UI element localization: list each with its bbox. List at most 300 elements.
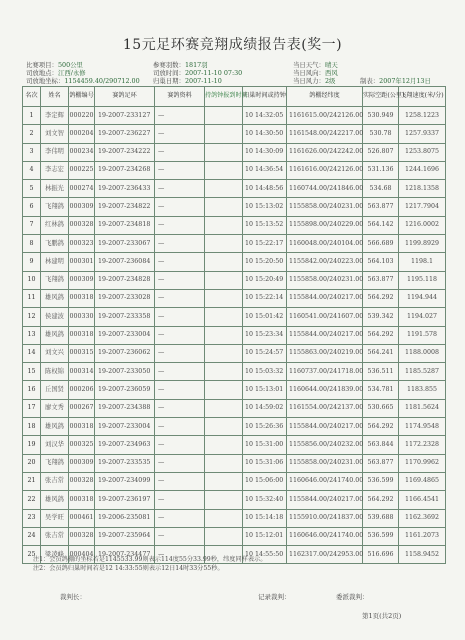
cell-speed: 1161.2073 <box>399 527 446 545</box>
cell-info: — <box>155 546 205 564</box>
cell-coords: 1161626.00/242242.00 <box>287 143 363 161</box>
cell-clock-time <box>205 125 243 143</box>
cell-name: 廖文秀 <box>41 399 69 417</box>
wind-direction-value: 西风 <box>324 69 338 77</box>
cell-loft-id: 000309 <box>69 454 95 472</box>
cell-loft-id: 000323 <box>69 235 95 253</box>
cell-name: 雄风鸽 <box>41 418 69 436</box>
cell-name: 雄风鸽 <box>41 289 69 307</box>
release-site-value: 江西/永修 <box>57 69 86 77</box>
entries-value: 1817羽 <box>184 61 208 69</box>
cell-distance: 563.844 <box>363 436 399 454</box>
table-row <box>23 326 446 344</box>
cell-coords: 1155856.00/240232.00 <box>287 436 363 454</box>
cell-return-time: 10 14:48:56 <box>243 180 287 198</box>
made-date-value: 2007年12月13日 <box>379 77 431 85</box>
wind-direction-label: 当日风向： <box>293 69 325 77</box>
cell-return-time: 10 14:55:50 <box>243 546 287 564</box>
cell-return-time: 10 15:13:01 <box>243 381 287 399</box>
cell-ring: 19-2007-236227 <box>95 125 155 143</box>
note-2: 注2：会员鸽归巢时间若是12 14:33:55则表示12日14时33分55秒。 <box>33 564 224 572</box>
cell-distance: 564.292 <box>363 418 399 436</box>
cell-loft-id: 000309 <box>69 198 95 216</box>
cell-speed: 1174.9548 <box>399 418 446 436</box>
cell-return-time: 10 15:13:02 <box>243 198 287 216</box>
cell-ring: 19-2007-234222 <box>95 143 155 161</box>
cell-distance: 564.292 <box>363 491 399 509</box>
cell-loft-id: 000318 <box>69 418 95 436</box>
cell-loft-id: 000314 <box>69 363 95 381</box>
cell-coords: 1155858.00/240231.00 <box>287 271 363 289</box>
cell-clock-time <box>205 344 243 362</box>
cell-ring: 19-2007-233028 <box>95 289 155 307</box>
cell-rank: 6 <box>23 198 41 216</box>
race-item-label: 比赛项目： <box>26 61 58 69</box>
cell-speed: 1170.9962 <box>399 454 446 472</box>
cell-distance: 530.78 <box>363 125 399 143</box>
cell-speed: 1218.1358 <box>399 180 446 198</box>
cell-ring: 19-2007-233004 <box>95 326 155 344</box>
cell-rank: 16 <box>23 381 41 399</box>
cell-rank: 18 <box>23 418 41 436</box>
cell-ring: 19-2007-235964 <box>95 527 155 545</box>
cell-coords: 1155844.00/240217.00 <box>287 491 363 509</box>
cell-info: — <box>155 308 205 326</box>
cell-clock-time <box>205 161 243 179</box>
cell-distance: 563.877 <box>363 198 399 216</box>
cell-clock-time <box>205 436 243 454</box>
cell-coords: 1155844.00/240217.00 <box>287 289 363 307</box>
return-date <box>153 76 222 85</box>
release-site-label: 司放地点： <box>26 69 58 77</box>
cell-clock-time <box>205 216 243 234</box>
cell-info: — <box>155 509 205 527</box>
cell-speed: 1253.8075 <box>399 143 446 161</box>
cell-coords: 1161616.00/242126.00 <box>287 161 363 179</box>
cell-name: 雄风鸽 <box>41 326 69 344</box>
cell-speed: 1188.0008 <box>399 344 446 362</box>
cell-ring: 19-2007-233067 <box>95 235 155 253</box>
cell-coords: 1160048.00/240104.00 <box>287 235 363 253</box>
cell-name: 刘汉华 <box>41 436 69 454</box>
cell-ring: 19-2007-233050 <box>95 363 155 381</box>
cell-speed: 1158.9452 <box>399 546 446 564</box>
cell-rank: 2 <box>23 125 41 143</box>
cell-ring: 19-2007-234268 <box>95 161 155 179</box>
cell-clock-time <box>205 399 243 417</box>
cell-name: 李志宏 <box>41 161 69 179</box>
cell-rank: 25 <box>23 546 41 564</box>
cell-rank: 23 <box>23 509 41 527</box>
cell-info: — <box>155 125 205 143</box>
cell-speed: 1216.0002 <box>399 216 446 234</box>
cell-loft-id: 000220 <box>69 107 95 125</box>
cell-loft-id: 000330 <box>69 308 95 326</box>
cell-info: — <box>155 216 205 234</box>
cell-ring: 19-2006-235081 <box>95 509 155 527</box>
cell-name: 张吉常 <box>41 527 69 545</box>
cell-loft-id: 000461 <box>69 509 95 527</box>
cell-return-time: 10 14:59:02 <box>243 399 287 417</box>
judge-signature: 裁判长： <box>60 593 86 601</box>
cell-distance: 530.665 <box>363 399 399 417</box>
cell-return-time: 10 15:03:32 <box>243 363 287 381</box>
cell-info: — <box>155 253 205 271</box>
cell-distance: 539.688 <box>363 509 399 527</box>
cell-rank: 22 <box>23 491 41 509</box>
cell-info: — <box>155 472 205 490</box>
record-judge-signature: 记录裁判： <box>258 593 291 601</box>
cell-loft-id: 000318 <box>69 326 95 344</box>
cell-loft-id: 000206 <box>69 381 95 399</box>
cell-speed: 1162.3692 <box>399 509 446 527</box>
cell-distance: 534.781 <box>363 381 399 399</box>
cell-loft-id: 000325 <box>69 436 95 454</box>
cell-return-time: 10 14:32:05 <box>243 107 287 125</box>
race-item-value: 500公里 <box>57 61 83 69</box>
table-row <box>23 308 446 326</box>
cell-distance: 564.241 <box>363 344 399 362</box>
cell-clock-time <box>205 454 243 472</box>
cell-return-time: 10 14:30:50 <box>243 125 287 143</box>
cell-info: — <box>155 436 205 454</box>
cell-coords: 1155898.00/240229.00 <box>287 216 363 234</box>
cell-loft-id: 000301 <box>69 253 95 271</box>
cell-name: 飞翔鸽 <box>41 271 69 289</box>
cell-rank: 11 <box>23 289 41 307</box>
cell-speed: 1194.027 <box>399 308 446 326</box>
cell-info: — <box>155 289 205 307</box>
table-row <box>23 491 446 509</box>
cell-ring: 19-2007-236084 <box>95 253 155 271</box>
cell-return-time: 10 15:12:01 <box>243 527 287 545</box>
cell-ring: 19-2007-236197 <box>95 491 155 509</box>
cell-loft-id: 000328 <box>69 472 95 490</box>
cell-info: — <box>155 381 205 399</box>
cell-info: — <box>155 271 205 289</box>
cell-name: 刘文智 <box>41 125 69 143</box>
cell-name: 吴学旺 <box>41 509 69 527</box>
table-header-row <box>23 87 446 107</box>
table-row <box>23 289 446 307</box>
header-clock-time: 持鸽钟报到时间 <box>205 87 243 107</box>
cell-name: 林振光 <box>41 180 69 198</box>
cell-speed: 1191.578 <box>399 326 446 344</box>
cell-coords: 1155863.00/240219.00 <box>287 344 363 362</box>
release-coords <box>26 76 140 85</box>
cell-clock-time <box>205 143 243 161</box>
cell-distance: 530.949 <box>363 107 399 125</box>
cell-return-time: 10 15:24:57 <box>243 344 287 362</box>
cell-speed: 1183.855 <box>399 381 446 399</box>
cell-rank: 12 <box>23 308 41 326</box>
table-row <box>23 125 446 143</box>
cell-return-time: 10 15:26:36 <box>243 418 287 436</box>
cell-clock-time <box>205 289 243 307</box>
cell-speed: 1169.4865 <box>399 472 446 490</box>
cell-name: 飞翔鸽 <box>41 198 69 216</box>
cell-return-time: 10 14:36:54 <box>243 161 287 179</box>
table-row <box>23 198 446 216</box>
cell-clock-time <box>205 308 243 326</box>
cell-rank: 7 <box>23 216 41 234</box>
cell-speed: 1172.2328 <box>399 436 446 454</box>
cell-info: — <box>155 399 205 417</box>
cell-info: — <box>155 198 205 216</box>
note-1: 注1：会员鸽棚的坐标若是1145533.99则表示114度55分33.99秒，纬度同样表示。 <box>33 556 267 563</box>
cell-clock-time <box>205 418 243 436</box>
cell-info: — <box>155 326 205 344</box>
cell-speed: 1166.4541 <box>399 491 446 509</box>
header-rank: 名次 <box>23 87 41 107</box>
cell-distance: 564.103 <box>363 253 399 271</box>
cell-loft-id: 000328 <box>69 527 95 545</box>
made-date-label: 制表： <box>360 77 380 85</box>
release-coords-value: 1154459.40/290712.00 <box>64 77 140 85</box>
cell-rank: 19 <box>23 436 41 454</box>
cell-clock-time <box>205 235 243 253</box>
cell-name: 李定辉 <box>41 107 69 125</box>
cell-return-time: 10 15:20:49 <box>243 271 287 289</box>
page-number: 第1页(共2页) <box>362 612 402 620</box>
cell-return-time: 10 15:31:00 <box>243 436 287 454</box>
cell-loft-id: 000204 <box>69 125 95 143</box>
cell-ring: 19-2007-236062 <box>95 344 155 362</box>
cell-loft-id: 000267 <box>69 399 95 417</box>
cell-rank: 17 <box>23 399 41 417</box>
cell-rank: 10 <box>23 271 41 289</box>
table-body <box>23 107 446 564</box>
cell-distance: 516.696 <box>363 546 399 564</box>
cell-return-time: 10 15:13:52 <box>243 216 287 234</box>
cell-loft-id: 000318 <box>69 491 95 509</box>
cell-info: — <box>155 418 205 436</box>
cell-rank: 24 <box>23 527 41 545</box>
cell-clock-time <box>205 180 243 198</box>
cell-distance: 566.689 <box>363 235 399 253</box>
cell-return-time: 10 15:01:42 <box>243 308 287 326</box>
cell-coords: 1160646.00/241740.00 <box>287 527 363 545</box>
cell-rank: 15 <box>23 363 41 381</box>
header-return-time: 归巢时间或持钟 <box>243 87 287 107</box>
cell-return-time: 10 15:20:50 <box>243 253 287 271</box>
cell-coords: 1160646.00/241740.00 <box>287 472 363 490</box>
cell-info: — <box>155 527 205 545</box>
cell-distance: 536.599 <box>363 472 399 490</box>
cell-info: — <box>155 491 205 509</box>
table-row <box>23 180 446 198</box>
cell-name: 梁凌峰 <box>41 546 69 564</box>
cell-info: — <box>155 363 205 381</box>
cell-rank: 21 <box>23 472 41 490</box>
cell-rank: 9 <box>23 253 41 271</box>
cell-name: 刘文兴 <box>41 344 69 362</box>
cell-clock-time <box>205 472 243 490</box>
cell-clock-time <box>205 491 243 509</box>
table-row <box>23 454 446 472</box>
header-distance: 实际空距(公里) <box>363 87 399 107</box>
table-row <box>23 381 446 399</box>
cell-info: — <box>155 107 205 125</box>
cell-distance: 534.68 <box>363 180 399 198</box>
cell-info: — <box>155 161 205 179</box>
cell-rank: 13 <box>23 326 41 344</box>
cell-coords: 1161548.00/242217.00 <box>287 125 363 143</box>
table-row <box>23 143 446 161</box>
cell-rank: 4 <box>23 161 41 179</box>
cell-speed: 1258.1223 <box>399 107 446 125</box>
table-row <box>23 107 446 125</box>
cell-ring: 19-2007-236059 <box>95 381 155 399</box>
cell-rank: 20 <box>23 454 41 472</box>
cell-speed: 1194.944 <box>399 289 446 307</box>
header-coords: 鸽棚经纬度 <box>287 87 363 107</box>
release-time-label: 司放时间： <box>153 69 185 77</box>
cell-name: 雄风鸽 <box>41 491 69 509</box>
cell-clock-time <box>205 107 243 125</box>
cell-distance: 536.511 <box>363 363 399 381</box>
header-name: 姓名 <box>41 87 69 107</box>
cell-clock-time <box>205 509 243 527</box>
cell-distance: 564.142 <box>363 216 399 234</box>
report-title: 15元足环赛竞翔成绩报告表(奖一) <box>122 37 343 53</box>
cell-info: — <box>155 235 205 253</box>
table-row <box>23 509 446 527</box>
header-speed: 飞翔速度(米/分) <box>399 87 446 107</box>
table-row <box>23 436 446 454</box>
cell-ring: 19-2007-233127 <box>95 107 155 125</box>
cell-clock-time <box>205 527 243 545</box>
weather-label: 当日天气： <box>293 61 325 69</box>
cell-rank: 1 <box>23 107 41 125</box>
cell-loft-id: 000234 <box>69 143 95 161</box>
cell-return-time: 10 15:32:40 <box>243 491 287 509</box>
cell-clock-time <box>205 326 243 344</box>
cell-return-time: 10 15:23:34 <box>243 326 287 344</box>
table-row <box>23 344 446 362</box>
wind-force <box>293 76 335 85</box>
table-row <box>23 418 446 436</box>
cell-name: 张吉常 <box>41 472 69 490</box>
cell-distance: 531.136 <box>363 161 399 179</box>
cell-info: — <box>155 454 205 472</box>
cell-coords: 1155842.00/240223.00 <box>287 253 363 271</box>
cell-ring: 19-2007-234099 <box>95 472 155 490</box>
table-row <box>23 399 446 417</box>
cell-ring: 19-2007-234477 <box>95 546 155 564</box>
cell-info: — <box>155 143 205 161</box>
entries-label: 参赛羽数： <box>153 61 185 69</box>
cell-ring: 19-2007-234822 <box>95 198 155 216</box>
header-ring: 赛鸽足环 <box>95 87 155 107</box>
cell-ring: 19-2007-234388 <box>95 399 155 417</box>
table-row <box>23 527 446 545</box>
cell-distance: 526.807 <box>363 143 399 161</box>
cell-clock-time <box>205 381 243 399</box>
cell-speed: 1181.5624 <box>399 399 446 417</box>
cell-ring: 19-2007-234963 <box>95 436 155 454</box>
cell-name: 丘国贤 <box>41 381 69 399</box>
cell-loft-id: 000318 <box>69 289 95 307</box>
cell-clock-time <box>205 271 243 289</box>
cell-distance: 564.292 <box>363 289 399 307</box>
wind-force-label: 当日风力： <box>293 77 325 85</box>
release-time-value: 2007-11-10 07:30 <box>184 69 243 77</box>
return-date-value: 2007-11-10 <box>184 77 222 85</box>
results-table <box>22 86 446 564</box>
cell-clock-time <box>205 253 243 271</box>
wind-force-value: 2级 <box>324 77 336 85</box>
cell-distance: 564.292 <box>363 326 399 344</box>
cell-name: 红林鸽 <box>41 216 69 234</box>
cell-ring: 19-2007-233535 <box>95 454 155 472</box>
table-row <box>23 235 446 253</box>
cell-name: 飞翔鸽 <box>41 454 69 472</box>
cell-return-time: 10 15:22:14 <box>243 289 287 307</box>
cell-name: 林建明 <box>41 253 69 271</box>
cell-coords: 1155844.00/240217.00 <box>287 418 363 436</box>
release-coords-label: 司放地坐标： <box>26 77 65 85</box>
cell-coords: 1160644.00/241839.00 <box>287 381 363 399</box>
cell-clock-time <box>205 363 243 381</box>
cell-clock-time <box>205 198 243 216</box>
cell-coords: 1155858.00/240231.00 <box>287 198 363 216</box>
cell-rank: 14 <box>23 344 41 362</box>
cell-rank: 5 <box>23 180 41 198</box>
cell-ring: 19-2007-233358 <box>95 308 155 326</box>
cell-return-time: 10 15:14:18 <box>243 509 287 527</box>
cell-loft-id: 000328 <box>69 216 95 234</box>
table-row <box>23 363 446 381</box>
cell-speed: 1257.9337 <box>399 125 446 143</box>
table-row <box>23 216 446 234</box>
header-loft-id: 鸽棚编号 <box>69 87 95 107</box>
cell-distance: 563.877 <box>363 454 399 472</box>
table-row <box>23 253 446 271</box>
cell-name: 飞鹏鸽 <box>41 235 69 253</box>
cell-coords: 1160737.00/241718.00 <box>287 363 363 381</box>
header-info: 赛鸽资料 <box>155 87 205 107</box>
cell-speed: 1199.8929 <box>399 235 446 253</box>
cell-loft-id: 000404 <box>69 546 95 564</box>
cell-return-time: 10 15:22:17 <box>243 235 287 253</box>
cell-name: 李伟明 <box>41 143 69 161</box>
notes <box>33 556 266 573</box>
cell-ring: 19-2007-236433 <box>95 180 155 198</box>
cell-loft-id: 000225 <box>69 161 95 179</box>
cell-coords: 1161615.00/242126.00 <box>287 107 363 125</box>
cell-coords: 1160744.00/241846.00 <box>287 180 363 198</box>
made-date <box>360 76 431 85</box>
weather-value: 晴天 <box>324 61 338 69</box>
table-row <box>23 161 446 179</box>
cell-ring: 19-2007-233004 <box>95 418 155 436</box>
committee-judge-signature: 委派裁判： <box>336 593 369 601</box>
cell-speed: 1198.1 <box>399 253 446 271</box>
cell-info: — <box>155 180 205 198</box>
cell-loft-id: 000315 <box>69 344 95 362</box>
return-date-label: 归巢日期： <box>153 77 185 85</box>
table-row <box>23 271 446 289</box>
cell-coords: 1155858.00/240231.00 <box>287 454 363 472</box>
cell-coords: 1161554.00/242137.00 <box>287 399 363 417</box>
cell-speed: 1195.118 <box>399 271 446 289</box>
cell-coords: 1155910.00/241837.00 <box>287 509 363 527</box>
cell-distance: 539.342 <box>363 308 399 326</box>
cell-return-time: 10 15:31:06 <box>243 454 287 472</box>
cell-rank: 3 <box>23 143 41 161</box>
cell-rank: 8 <box>23 235 41 253</box>
